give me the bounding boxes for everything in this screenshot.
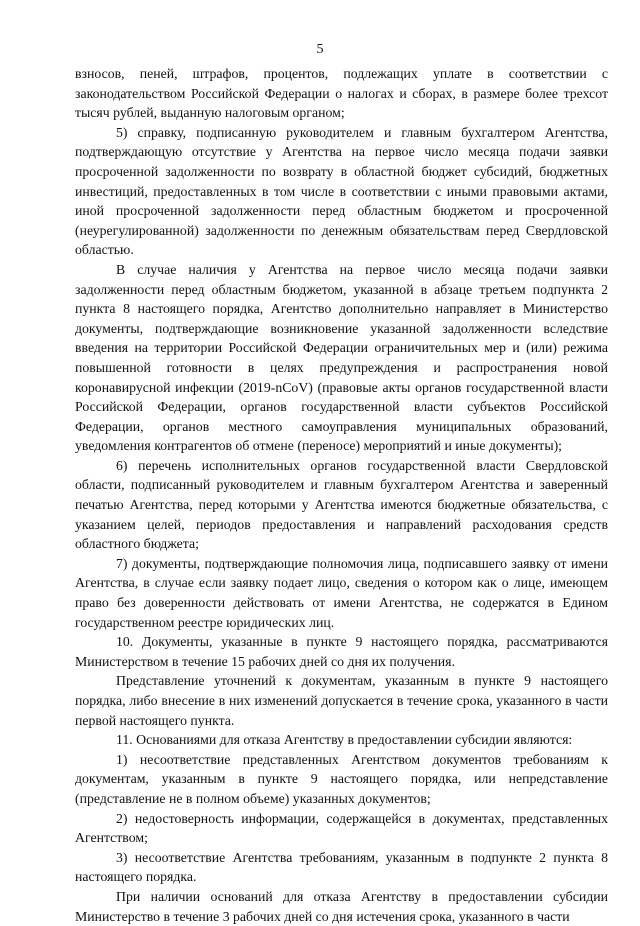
- paragraph-clause-11: 11. Основаниями для отказа Агентству в предоставлении субсидии являются:: [116, 732, 573, 748]
- paragraph-refusal-1: 1) несоответствие представленных Агентством документов требованиям к документам, указанным в пункте 9 настоящего порядка, или непредставление (представление не в полном объеме) указанных документов;: [75, 751, 608, 806]
- document-body: [75, 64, 608, 926]
- paragraph-clause-10: 10. Документы, указанные в пункте 9 настоящего порядка, рассматриваются Министерством в течение 15 рабочих дней со дня их получения.: [75, 634, 608, 669]
- paragraph-clarifications: Представление уточнений к документам, указанным в пункте 9 настоящего порядка, либо внесение в них изменений допускается в течение срока, указанного в части первой настоящего пункта.: [75, 673, 608, 728]
- paragraph-debt-case: В случае наличия у Агентства на первое число месяца подачи заявки задолженности перед областным бюджетом, указанной в абзаце третьем подпункта 2 пункта 8 настоящего порядка, Агентство дополнительно направляет в Министерство документы, подтверждающие возникновение указанной задолженности вследствие введения на территории Российской Федерации ограничительных мер и (или) режима повышенной готовности в целях предупреждения и распространения новой коронавирусной инфекции (2019-nCoV) (правовые акты органов государственной власти Российской Федерации, органов государственной власти субъектов Российской Федерации, органов местного самоуправления муниципальных образований, уведомления контрагентов об отмене (переносе) мероприятий и иные документы);: [75, 261, 608, 454]
- paragraph-refusal-procedure: При наличии оснований для отказа Агентству в предоставлении субсидии Министерство в течение 3 рабочих дней со дня истечения срока, указанного в части: [75, 888, 608, 924]
- paragraph-item-5: 5) справку, подписанную руководителем и главным бухгалтером Агентства, подтверждающую отсутствие у Агентства на первое число месяца подачи заявки просроченной задолженности по возврату в областной бюджет субсидий, бюджетных инвестиций, предоставленных в том числе в соответствии с иными правовыми актами, иной просроченной задолженности перед областным бюджетом и просроченной (неурегулированной) задолженности по денежным обязательствам перед Свердловской областью.: [75, 124, 608, 258]
- paragraph-refusal-2: 2) недостоверность информации, содержащейся в документах, представленных Агентством;: [75, 810, 608, 846]
- paragraph-item-6: 6) перечень исполнительных органов государственной власти Свердловской области, подписанный руководителем и главным бухгалтером Агентства и заверенный печатью Агентства, перед которыми у Агентства имеются бюджетные обязательства, с указанием целей, периодов предоставления и направлений расходования средств областного бюджета;: [75, 457, 608, 552]
- paragraph-refusal-3: 3) несоответствие Агентства требованиям, указанным в подпункте 2 пункта 8 настоящего порядка.: [75, 849, 608, 885]
- paragraph-item-7: 7) документы, подтверждающие полномочия лица, подписавшего заявку от имени Агентства, в случае если заявку подает лицо, сведения о котором как о лице, имеющем право без доверенности действовать от имени Агентства, не содержатся в Едином государственном реестре юридических лиц.: [75, 555, 608, 630]
- paragraph-continuation: взносов, пеней, штрафов, процентов, подлежащих уплате в соответствии с законодательством Российской Федерации о налогах и сборах, в размере более трехсот тысяч рублей, выданную налоговым органом;: [75, 66, 608, 121]
- page-number: 5: [316, 42, 324, 57]
